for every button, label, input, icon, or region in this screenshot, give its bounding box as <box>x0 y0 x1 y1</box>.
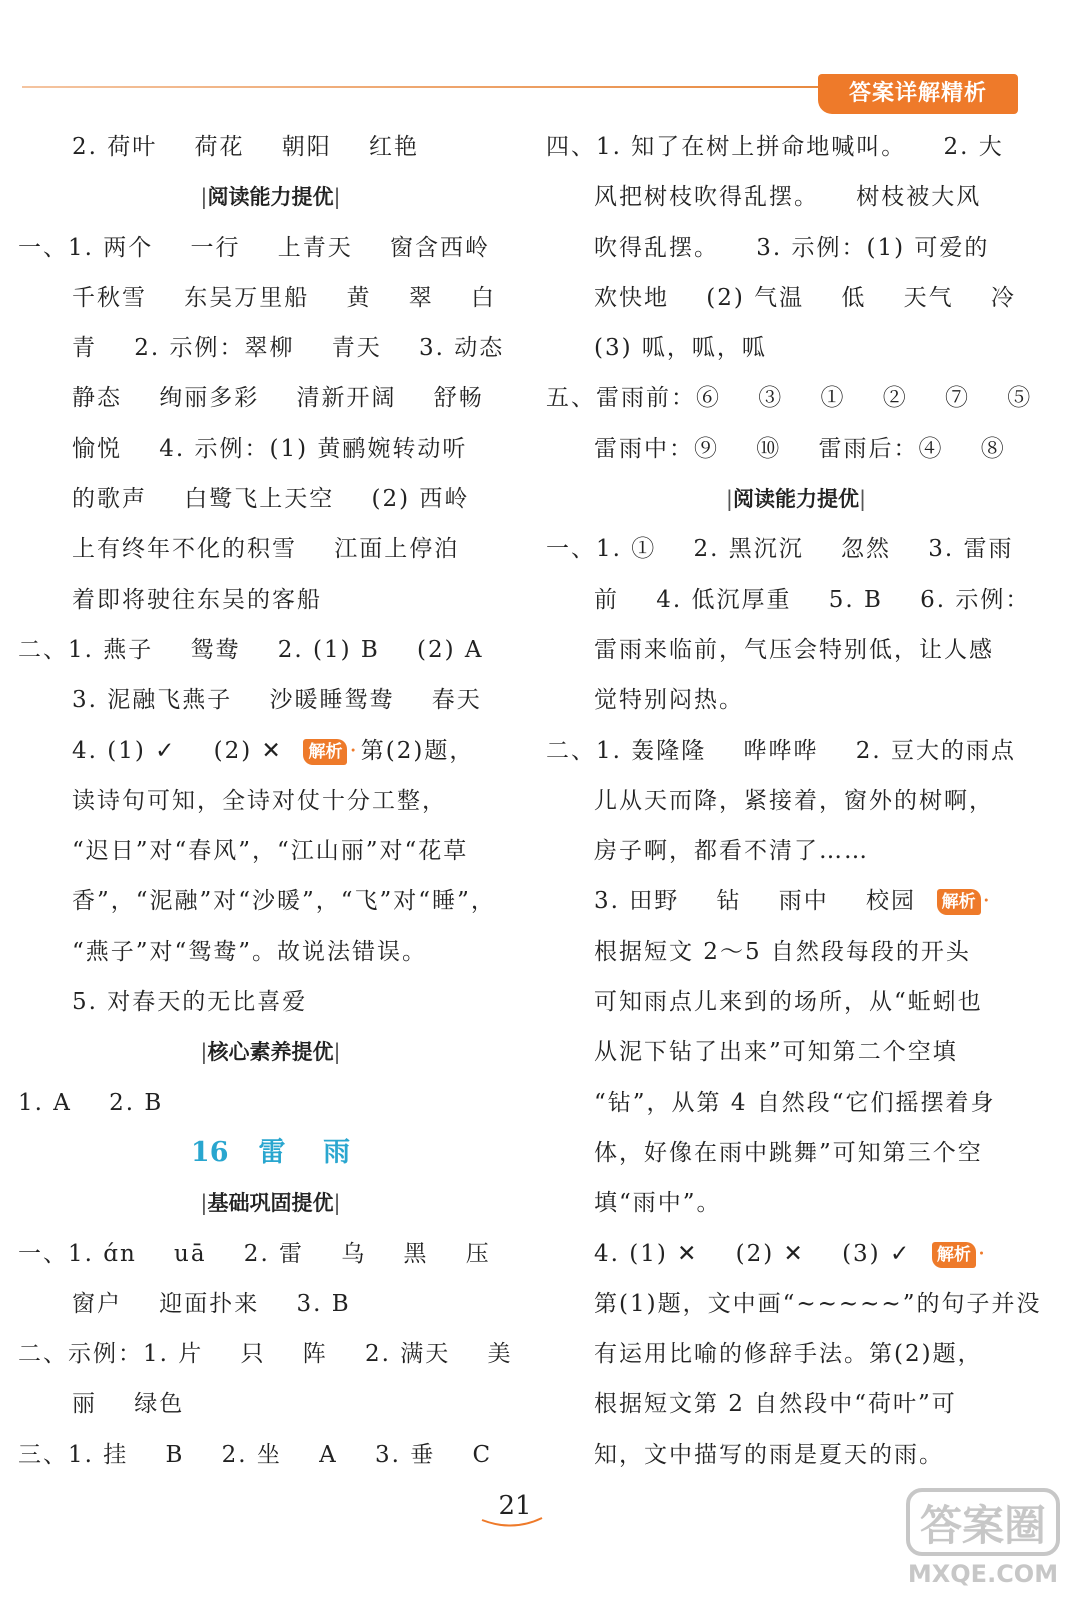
answer-text: 体，好像在雨中跳舞”可知第三个空 <box>594 1139 983 1166</box>
answer-text: 雷雨来临前，气压会特别低，让人感 <box>594 636 994 663</box>
answer-line <box>546 726 1046 776</box>
answer-line <box>546 826 1046 876</box>
answer-line <box>546 1178 1046 1228</box>
answer-line <box>18 273 523 323</box>
answer-text: 二、示例：1. 片 只 阵 2. 满天 美 <box>18 1341 513 1368</box>
answer-text: 可知雨点儿来到的场所，从“蚯蚓也 <box>594 989 983 1016</box>
answer-line <box>546 524 1046 574</box>
answer-line <box>18 223 523 273</box>
lesson-number: 16 <box>190 1136 229 1168</box>
answer-line-with-analysis: 3. 田野 钻 雨中 校园 解析 · <box>594 888 992 915</box>
answer-line <box>546 776 1046 826</box>
answer-text: 3. 泥融飞燕子 沙暖睡鸳鸯 春天 <box>72 687 482 714</box>
answer-line-with-analysis: 4. (1) ✕ (2) ✕ (3) ✓ 解析 · <box>594 1240 988 1267</box>
watermark-logo <box>900 1482 1070 1592</box>
answer-line <box>18 675 523 725</box>
answer-text: 房子啊，都看不清了…… <box>594 838 869 865</box>
lesson-title-text: 雷 雨 <box>258 1136 351 1168</box>
answer-text: 三、1. 挂 B 2. 坐 A 3. 垂 C <box>18 1441 493 1468</box>
answer-line <box>546 424 1046 474</box>
answer-text: 上有终年不化的积雪 江面上停泊 <box>72 536 460 563</box>
answer-line <box>18 1078 523 1128</box>
answer-line <box>18 1229 523 1279</box>
answer-line <box>18 575 523 625</box>
answer-line <box>18 625 523 675</box>
watermark-title: 答案圈 <box>919 1501 1047 1550</box>
answer-line <box>18 1329 523 1379</box>
answer-line <box>546 1329 1046 1379</box>
answer-line <box>546 1078 1046 1128</box>
answer-text: 香”，“泥融”对“沙暖”，“飞”对“睡”， <box>72 888 496 915</box>
answer-text: 有运用比喻的修辞手法。第(2)题， <box>594 1341 983 1368</box>
answer-text: 雷雨中：⑨ ⑩ 雷雨后：④ ⑧ <box>594 435 1006 462</box>
answer-text: 欢快地 (2) 气温 低 天气 冷 <box>594 284 1016 311</box>
page-number: 21 <box>498 1491 532 1521</box>
answer-text: 2. 荷叶 荷花 朝阳 红艳 <box>72 134 419 160</box>
answer-text: “燕子”对“鸳鸯”。故说法错误。 <box>72 938 428 965</box>
answer-line <box>546 575 1046 625</box>
answer-line <box>546 1430 1046 1480</box>
answer-text: 儿从天而降，紧接着，窗外的树啊， <box>594 787 994 814</box>
answer-text: 知，文中描写的雨是夏天的雨。 <box>594 1441 944 1468</box>
answer-text: 一、1. ɑ́n uā 2. 雷 乌 黑 压 <box>18 1240 491 1267</box>
answer-text: 着即将驶往东吴的客船 <box>72 586 322 613</box>
answer-text: 静态 绚丽多彩 清新开阔 舒畅 <box>72 385 484 412</box>
answer-text: 吹得乱摆。 3. 示例：(1) 可爱的 <box>594 234 990 261</box>
answer-text: 3. 田野 钻 雨中 校园 <box>594 888 935 915</box>
answer-text: 第(1)题，文中画“~~~~~”的句子并没 <box>594 1290 1042 1317</box>
answer-line <box>18 524 523 574</box>
answer-line <box>546 223 1046 273</box>
answer-text: 从泥下钻了出来”可知第二个空填 <box>594 1039 958 1066</box>
section-heading-text: 基础巩固提优 <box>207 1191 334 1216</box>
analysis-badge: 解析 <box>932 1242 976 1268</box>
answer-text: 1. A 2. B <box>18 1089 164 1116</box>
answer-text: 读诗句可知，全诗对仗十分工整， <box>72 787 447 814</box>
answer-line-with-analysis: 4. (1) ✓ (2) ✕ 解析 ·第(2)题， <box>72 737 475 764</box>
answer-line <box>546 323 1046 373</box>
answer-line <box>18 122 523 172</box>
answer-text: 根据短文第 2 自然段中“荷叶”可 <box>594 1391 957 1418</box>
answer-text: 填“雨中”。 <box>594 1190 722 1217</box>
answer-line <box>546 373 1046 423</box>
answer-text: 四、1. 知了在树上拼命地喊叫。 2. 大 <box>546 134 1004 160</box>
answer-text: 的歌声 白鹭飞上天空 (2) 西岭 <box>72 486 470 513</box>
answer-line <box>546 625 1046 675</box>
answer-line <box>18 323 523 373</box>
answer-line <box>18 826 523 876</box>
answer-line <box>546 1027 1046 1077</box>
answer-line <box>546 927 1046 977</box>
answer-line <box>18 424 523 474</box>
answer-text: (3) 呱，呱，呱 <box>594 335 767 362</box>
answer-section-badge: 答案详解精析 <box>818 74 1018 114</box>
answer-text: “迟日”对“春风”，“江山丽”对“花草 <box>72 838 469 865</box>
answer-text: 风把树枝吹得乱摆。 树枝被大风 <box>594 184 982 211</box>
answer-text: 青 2. 示例：翠柳 青天 3. 动态 <box>72 335 505 362</box>
section-heading: |基础巩固提优| <box>200 1191 341 1216</box>
left-column <box>18 122 523 1480</box>
answer-line <box>546 273 1046 323</box>
answer-line <box>546 1279 1046 1329</box>
answer-line <box>18 1279 523 1329</box>
section-heading: |阅读能力提优| <box>725 487 867 512</box>
answer-line <box>546 977 1046 1027</box>
answer-line <box>18 776 523 826</box>
answer-text: 二、1. 轰隆隆 哗哗哗 2. 豆大的雨点 <box>546 737 1016 764</box>
answer-line <box>546 1379 1046 1429</box>
header-rule <box>22 86 827 88</box>
section-heading-text: 阅读能力提优 <box>733 487 859 512</box>
answer-line <box>546 675 1046 725</box>
section-heading-text: 阅读能力提优 <box>207 185 334 210</box>
answer-text: 愉悦 4. 示例：(1) 黄鹂婉转动听 <box>72 435 468 462</box>
right-column <box>546 122 1046 1480</box>
answer-text: “钻”，从第 4 自然段“它们摇摆着身 <box>594 1089 996 1116</box>
section-heading: |阅读能力提优| <box>200 185 341 210</box>
answer-line <box>18 373 523 423</box>
answer-line <box>18 1430 523 1480</box>
answer-text: 觉特别闷热。 <box>594 687 744 714</box>
answer-line <box>18 1379 523 1429</box>
watermark-url: MXQE.COM <box>907 1560 1059 1588</box>
answer-text: 一、1. ① 2. 黑沉沉 忽然 3. 雷雨 <box>546 536 1014 563</box>
answer-text: 五、雷雨前：⑥ ③ ① ② ⑦ ⑤ <box>546 385 1033 412</box>
answer-text: 5. 对春天的无比喜爱 <box>72 989 308 1016</box>
answer-line <box>18 474 523 524</box>
answer-text: 4. (1) ✕ (2) ✕ (3) ✓ <box>594 1240 930 1267</box>
answer-text: 根据短文 2～5 自然段每段的开头 <box>594 938 971 965</box>
answer-line <box>18 977 523 1027</box>
answer-line <box>18 927 523 977</box>
analysis-badge: 解析 <box>937 889 981 915</box>
answer-line <box>546 172 1046 222</box>
analysis-text: 第(2)题， <box>360 737 475 764</box>
answer-text: 一、1. 两个 一行 上青天 窗含西岭 <box>18 234 490 261</box>
answer-text: 4. (1) ✓ (2) ✕ <box>72 737 302 764</box>
answer-text: 窗户 迎面扑来 3. B <box>72 1290 351 1317</box>
answer-line <box>18 876 523 926</box>
section-heading: |核心素养提优| <box>200 1040 341 1065</box>
answer-text: 前 4. 低沉厚重 5. B 6. 示例： <box>594 586 1031 613</box>
answer-line <box>546 122 1046 172</box>
page-number-swoosh <box>478 1516 548 1530</box>
analysis-badge: 解析 <box>303 739 347 765</box>
answer-text: 丽 绿色 <box>72 1391 185 1418</box>
lesson-title <box>18 1128 523 1178</box>
answer-text: 二、1. 燕子 鸳鸯 2. (1) B (2) A <box>18 636 484 663</box>
section-heading-text: 核心素养提优 <box>207 1040 334 1065</box>
answer-line <box>546 1128 1046 1178</box>
answer-text: 千秋雪 东吴万里船 黄 翠 白 <box>72 284 496 311</box>
